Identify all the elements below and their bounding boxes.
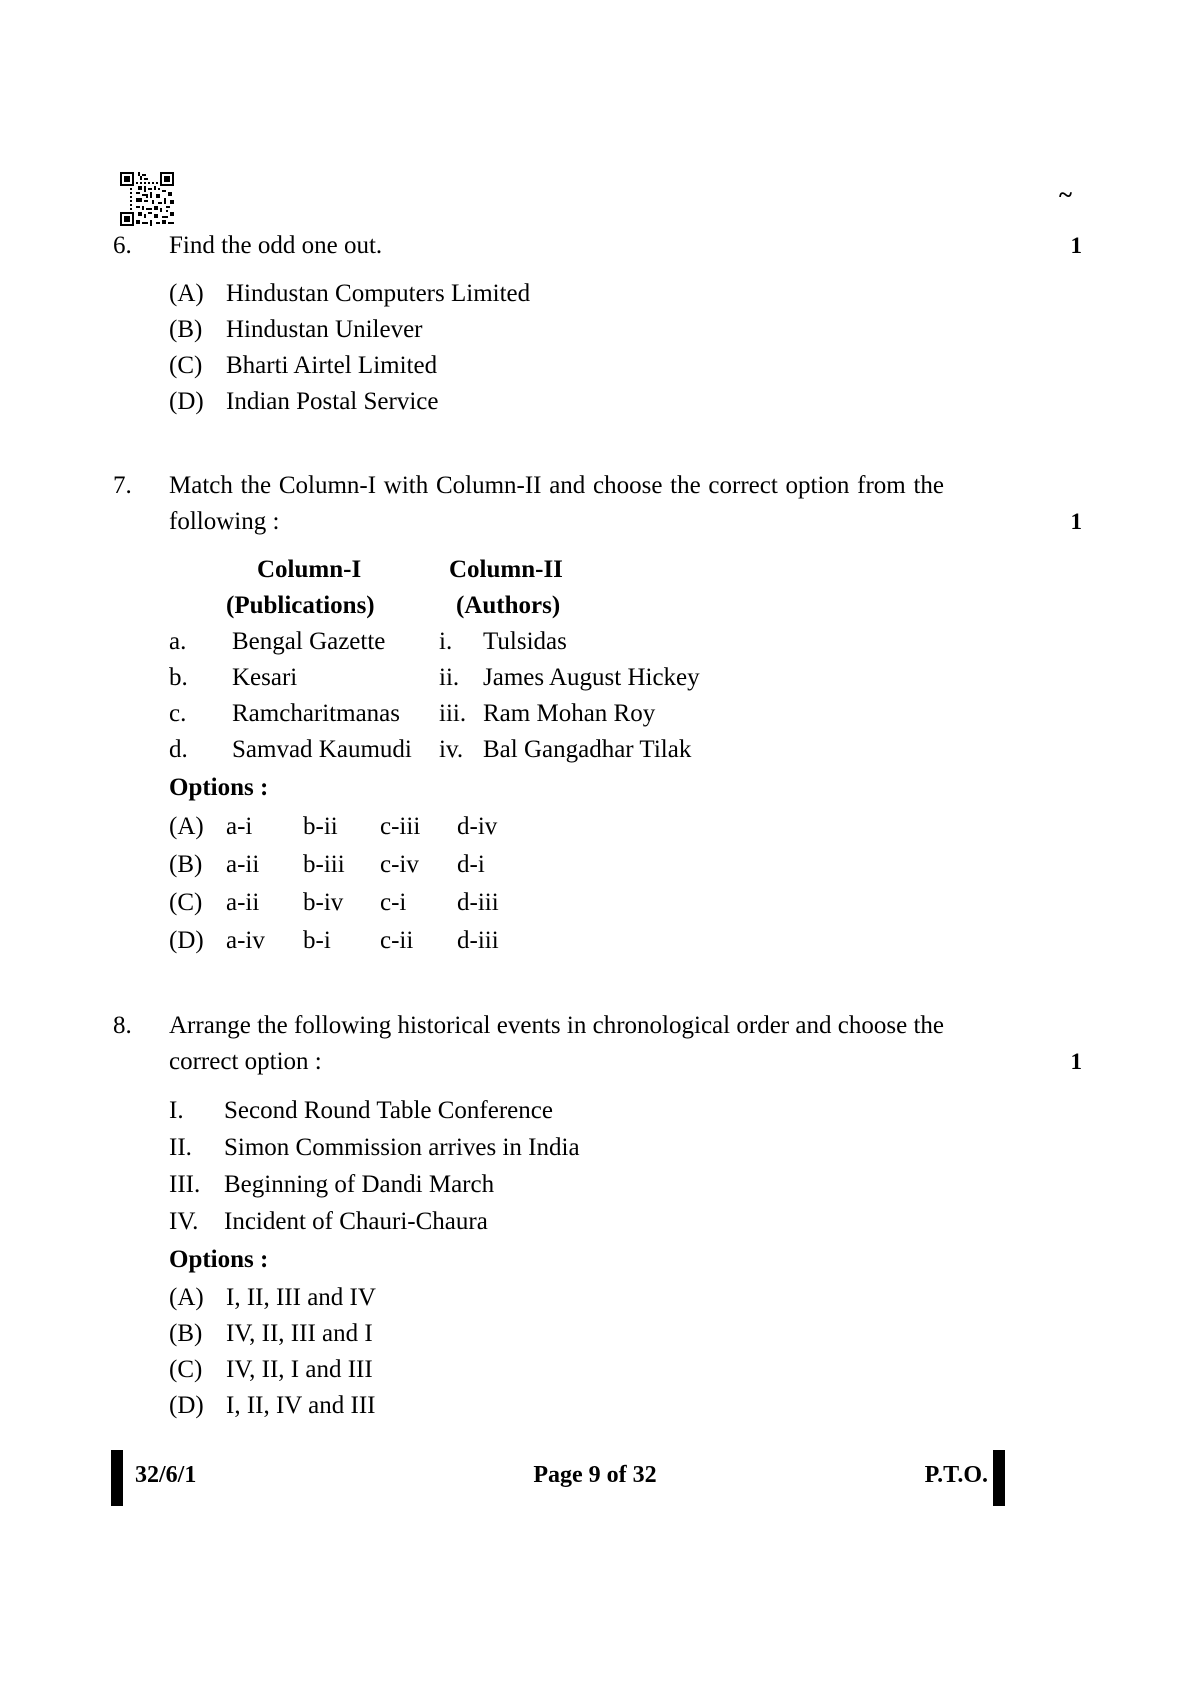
- event-text: Incident of Chauri-Chaura: [224, 1208, 488, 1235]
- match-value-1: Kesari: [232, 664, 298, 691]
- page-footer: [0, 1450, 1190, 1510]
- pair-2: b-ii: [303, 813, 338, 840]
- question-6-number: 6.: [113, 232, 132, 259]
- pair-2: b-i: [303, 927, 331, 954]
- match-row: [169, 696, 1190, 732]
- option-label: (C): [169, 1356, 203, 1383]
- pair-1: a-iv: [226, 927, 265, 954]
- event-text: Beginning of Dandi March: [224, 1171, 495, 1198]
- option-label: (D): [169, 388, 204, 415]
- pair-1: a-ii: [226, 889, 260, 916]
- question-8-option-a[interactable]: [0, 1280, 1190, 1316]
- column-2-title: Column-II: [449, 556, 563, 583]
- column-2-subtitle: (Authors): [456, 592, 561, 619]
- match-value-1: Ramcharitmanas: [232, 700, 400, 727]
- pair-2: b-iii: [303, 851, 345, 878]
- option-label: (B): [169, 316, 203, 343]
- match-key-1: c.: [169, 700, 187, 727]
- pair-3: c-i: [380, 889, 407, 916]
- match-value-1: Bengal Gazette: [232, 628, 386, 655]
- column-1-title: Column-I: [257, 556, 362, 583]
- question-7-options-label: Options :: [169, 774, 269, 801]
- pair-1: a-ii: [226, 851, 260, 878]
- match-value-2: Tulsidas: [483, 628, 567, 655]
- match-key-2: ii.: [439, 664, 460, 691]
- option-label: (A): [169, 813, 204, 840]
- question-6-text: Find the odd one out.: [169, 232, 383, 259]
- event-label: IV.: [169, 1208, 199, 1235]
- question-6-marks: 1: [1070, 233, 1082, 258]
- question-8-options-label: Options :: [169, 1246, 269, 1273]
- match-table-header-row: [169, 552, 1190, 588]
- question-6-option-d[interactable]: [0, 384, 1190, 420]
- question-7-option-a[interactable]: [0, 808, 1190, 846]
- question-8-event-3: [0, 1166, 1190, 1203]
- option-label: (A): [169, 1284, 204, 1311]
- question-6-option-c[interactable]: [0, 348, 1190, 384]
- option-text: I, II, III and IV: [226, 1284, 376, 1311]
- tilde-mark: ~: [1058, 182, 1072, 209]
- pair-4: d-iii: [457, 927, 499, 954]
- pair-4: d-iii: [457, 889, 499, 916]
- question-6: [0, 228, 1190, 420]
- option-label: (D): [169, 927, 204, 954]
- match-value-2: Bal Gangadhar Tilak: [483, 736, 692, 763]
- question-8-option-b[interactable]: [0, 1316, 1190, 1352]
- pair-3: c-ii: [380, 927, 414, 954]
- option-label: (B): [169, 851, 203, 878]
- option-label: (A): [169, 280, 204, 307]
- option-text: Bharti Airtel Limited: [226, 352, 438, 379]
- option-text: Indian Postal Service: [226, 388, 439, 415]
- question-7-option-d[interactable]: [0, 922, 1190, 960]
- question-6-option-a[interactable]: [0, 276, 1190, 312]
- question-7-option-c[interactable]: [0, 884, 1190, 922]
- question-6-option-b[interactable]: [0, 312, 1190, 348]
- event-text: Second Round Table Conference: [224, 1097, 553, 1124]
- pair-4: d-i: [457, 851, 485, 878]
- question-8-number: 8.: [113, 1012, 132, 1039]
- match-value-1: Samvad Kaumudi: [232, 736, 412, 763]
- match-row: [169, 660, 1190, 696]
- pair-3: c-iv: [380, 851, 419, 878]
- option-text: IV, II, I and III: [226, 1356, 373, 1383]
- match-key-1: d.: [169, 736, 188, 763]
- question-8-event-4: [0, 1203, 1190, 1240]
- event-label: III.: [169, 1171, 201, 1198]
- question-7-text: Match the Column-I with Column-II and choose the correct option from the following :: [169, 472, 944, 535]
- question-6-header: [0, 228, 1190, 264]
- option-label: (B): [169, 1320, 203, 1347]
- question-8-event-1: [0, 1092, 1190, 1129]
- option-text: IV, II, III and I: [226, 1320, 373, 1347]
- questions-container: [0, 228, 1190, 1424]
- match-key-2: iii.: [439, 700, 467, 727]
- event-text: Simon Commission arrives in India: [224, 1134, 580, 1161]
- question-8-text: Arrange the following historical events in chronological order and choose the correct option :: [169, 1012, 944, 1075]
- option-label: (C): [169, 889, 203, 916]
- event-label: I.: [169, 1097, 184, 1124]
- match-row: [169, 732, 1190, 768]
- question-8-event-2: [0, 1129, 1190, 1166]
- question-7-marks: 1: [1070, 509, 1082, 534]
- pto-label: P.T.O.: [924, 1462, 988, 1488]
- pair-3: c-iii: [380, 813, 421, 840]
- question-8-option-d[interactable]: [0, 1388, 1190, 1424]
- option-label: (C): [169, 352, 203, 379]
- paper-code: 32/6/1: [135, 1462, 197, 1488]
- match-row: [169, 624, 1190, 660]
- page-number: Page 9 of 32: [533, 1462, 657, 1488]
- match-value-2: Ram Mohan Roy: [483, 700, 656, 727]
- event-label: II.: [169, 1134, 192, 1161]
- match-key-1: a.: [169, 628, 187, 655]
- question-7: [0, 468, 1190, 960]
- match-table-subheader-row: [169, 588, 1190, 624]
- question-8-header: [0, 1008, 1190, 1080]
- match-value-2: James August Hickey: [483, 664, 700, 691]
- option-text: Hindustan Unilever: [226, 316, 423, 343]
- pair-1: a-i: [226, 813, 253, 840]
- option-label: (D): [169, 1392, 204, 1419]
- match-key-1: b.: [169, 664, 188, 691]
- qr-code-icon: [118, 170, 176, 228]
- question-7-option-b[interactable]: [0, 846, 1190, 884]
- column-1-subtitle: (Publications): [226, 592, 375, 619]
- question-8-marks: 1: [1070, 1049, 1082, 1074]
- question-8-option-c[interactable]: [0, 1352, 1190, 1388]
- option-text: Hindustan Computers Limited: [226, 280, 531, 307]
- option-text: I, II, IV and III: [226, 1392, 376, 1419]
- question-7-number: 7.: [113, 472, 132, 499]
- question-8: [0, 1008, 1190, 1424]
- match-key-2: i.: [439, 628, 453, 655]
- match-key-2: iv.: [439, 736, 464, 763]
- pair-2: b-iv: [303, 889, 344, 916]
- question-7-match-table: [0, 552, 1190, 768]
- question-7-header: [0, 468, 1190, 540]
- pair-4: d-iv: [457, 813, 498, 840]
